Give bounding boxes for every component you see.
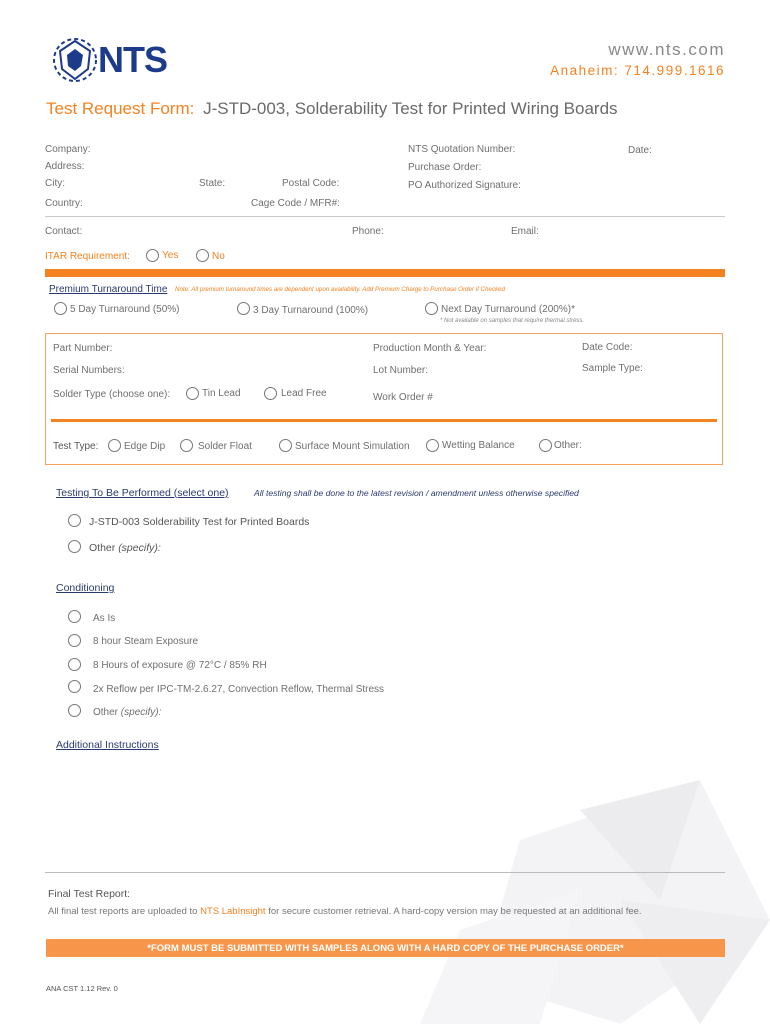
address-label: Address: xyxy=(45,161,85,172)
part-number-label: Part Number: xyxy=(53,343,113,354)
postal-label: Postal Code: xyxy=(282,178,340,189)
title-prefix: Test Request Form: xyxy=(46,99,195,118)
cond-reflow-radio[interactable] xyxy=(68,680,81,693)
nts-globe-icon xyxy=(50,35,100,85)
lot-label: Lot Number: xyxy=(373,365,429,376)
turnaround-3day-radio[interactable] xyxy=(237,302,250,315)
cond-reflow-label: 2x Reflow per IPC-TM-2.6.27, Convection Reflow, Thermal Stress xyxy=(93,684,385,695)
testing-heading: Testing To Be Performed (select one) xyxy=(56,487,229,499)
turnaround-heading: Premium Turnaround Time xyxy=(49,284,168,295)
itar-yes-radio[interactable] xyxy=(146,249,159,262)
final-text-after: for secure customer retrieval. A hard-copy version may be requested at an additional fee. xyxy=(265,906,642,917)
phone-label: Phone: xyxy=(352,226,384,237)
lead-free-label: Lead Free xyxy=(281,388,327,399)
turnaround-note: Note: All premium turnaround times are dependent upon availability. Add Premium Charge to Purchase Order if Checked xyxy=(175,286,505,293)
quotation-label: NTS Quotation Number: xyxy=(408,144,516,155)
phone-line: Anaheim: 714.999.1616 xyxy=(550,63,725,78)
test-surface-mount-label: Surface Mount Simulation xyxy=(295,441,410,452)
additional-instructions-area[interactable] xyxy=(56,755,724,865)
test-surface-mount-radio[interactable] xyxy=(279,439,292,452)
testing-jstd-label: J-STD-003 Solderability Test for Printed Boards xyxy=(89,516,310,528)
test-wetting-balance-radio[interactable] xyxy=(426,439,439,452)
turnaround-nextday-radio[interactable] xyxy=(425,302,438,315)
orange-divider xyxy=(45,269,725,277)
conditioning-heading: Conditioning xyxy=(56,582,115,594)
testing-other-radio[interactable] xyxy=(68,540,81,553)
cond-steam-radio[interactable] xyxy=(68,634,81,647)
divider xyxy=(45,216,725,217)
email-label: Email: xyxy=(511,226,539,237)
date-code-label: Date Code: xyxy=(582,342,633,353)
lead-free-radio[interactable] xyxy=(264,387,277,400)
testing-other-specify: (specify): xyxy=(118,542,161,554)
cond-humidity-radio[interactable] xyxy=(68,658,81,671)
cond-other-specify: (specify): xyxy=(120,707,162,718)
purchase-order-label: Purchase Order: xyxy=(408,162,482,173)
work-order-label: Work Order # xyxy=(373,392,433,403)
test-solder-float-label: Solder Float xyxy=(198,441,252,452)
cond-other-prefix: Other xyxy=(93,707,121,718)
contact-label: Contact: xyxy=(45,226,83,237)
turnaround-5day-label: 5 Day Turnaround (50%) xyxy=(70,304,180,315)
test-other-radio[interactable] xyxy=(539,439,552,452)
testing-note: All testing shall be done to the latest revision / amendment unless otherwise specified xyxy=(254,488,579,498)
test-other-label: Other: xyxy=(554,440,582,451)
solder-type-label: Solder Type (choose one): xyxy=(53,389,171,400)
testing-other-label xyxy=(89,542,161,554)
po-signature-label: PO Authorized Signature: xyxy=(408,180,521,191)
turnaround-5day-radio[interactable] xyxy=(54,302,67,315)
cond-as-is-label: As Is xyxy=(93,613,116,624)
final-heading: Final Test Report: xyxy=(48,888,131,900)
itar-no-label: No xyxy=(212,251,225,262)
test-edge-dip-label: Edge Dip xyxy=(124,441,166,452)
state-label: State: xyxy=(199,178,226,189)
date-label: Date: xyxy=(628,145,652,156)
turnaround-nextday-label: Next Day Turnaround (200%)* xyxy=(441,304,575,315)
cage-label: Cage Code / MFR#: xyxy=(251,198,340,209)
sample-type-label: Sample Type: xyxy=(582,363,643,374)
itar-no-radio[interactable] xyxy=(196,249,209,262)
testing-jstd-radio[interactable] xyxy=(68,514,81,527)
cond-other-radio[interactable] xyxy=(68,704,81,717)
title-subject: J-STD-003, Solderability Test for Printed Wiring Boards xyxy=(203,99,618,118)
turnaround-footnote: * Not available on samples that require thermal stress. xyxy=(440,318,585,324)
nts-logo xyxy=(50,35,175,85)
submission-banner xyxy=(46,939,725,957)
part-box-orange-divider xyxy=(51,419,717,422)
test-edge-dip-radio[interactable] xyxy=(108,439,121,452)
additional-heading: Additional Instructions xyxy=(56,739,159,751)
itar-label: ITAR Requirement: xyxy=(45,251,130,262)
test-wetting-balance-label: Wetting Balance xyxy=(442,440,515,451)
country-label: Country: xyxy=(45,198,83,209)
footer-code: ANA CST 1.12 Rev. 0 xyxy=(46,984,118,993)
tin-lead-radio[interactable] xyxy=(186,387,199,400)
final-divider xyxy=(45,872,725,873)
company-label: Company: xyxy=(45,144,91,155)
turnaround-3day-label: 3 Day Turnaround (100%) xyxy=(253,305,369,316)
website-link[interactable]: www.nts.com xyxy=(608,40,725,59)
logo-text: NTS xyxy=(98,39,167,80)
cond-other-label xyxy=(93,707,161,718)
final-text xyxy=(48,906,642,917)
test-type-label: Test Type: xyxy=(53,441,99,452)
final-text-before: All final test reports are uploaded to xyxy=(48,906,201,917)
city-label: City: xyxy=(45,178,65,189)
cond-humidity-label: 8 Hours of exposure @ 72°C / 85% RH xyxy=(93,660,267,671)
production-label: Production Month & Year: xyxy=(373,343,487,354)
itar-yes-label: Yes xyxy=(162,250,179,261)
page-title xyxy=(46,99,618,119)
serial-label: Serial Numbers: xyxy=(53,365,125,376)
labinsight-link[interactable]: NTS LabInsight xyxy=(200,906,266,917)
cond-as-is-radio[interactable] xyxy=(68,610,81,623)
testing-other-prefix: Other xyxy=(89,542,119,554)
cond-steam-label: 8 hour Steam Exposure xyxy=(93,636,199,647)
tin-lead-label: Tin Lead xyxy=(202,388,241,399)
submission-banner-text: *FORM MUST BE SUBMITTED WITH SAMPLES ALONG WITH A HARD COPY OF THE PURCHASE ORDER* xyxy=(147,942,624,954)
test-solder-float-radio[interactable] xyxy=(180,439,193,452)
